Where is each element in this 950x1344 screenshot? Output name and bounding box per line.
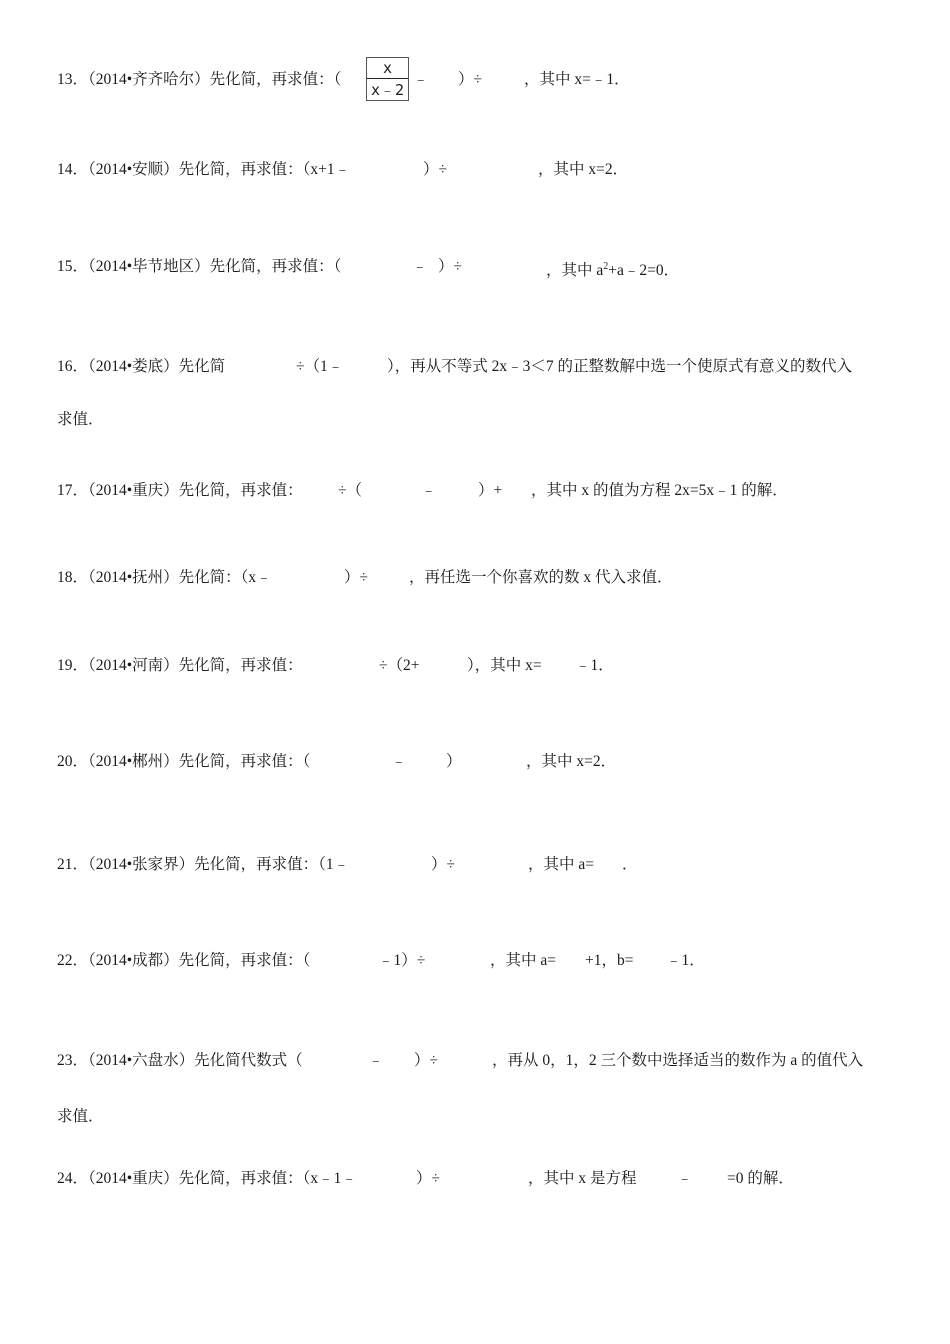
problem-17-lead: 17．（2014•重庆）先化简，再求值： (57, 482, 303, 499)
problem-15-part1: ﹣ (412, 258, 428, 275)
problem-17-part4: ，其中 x 的值为方程 2x=5x﹣1 的解． (531, 482, 788, 499)
problem-15-superscript: 2 (603, 261, 609, 272)
problem-16-part2: ），再从不等式 2x﹣3＜7 的正整数解中选一个使原式有意义的数代入 (387, 358, 853, 375)
problem-15-part4: +a﹣2=0． (608, 262, 680, 280)
problem-23-part3: ，再从 0，1，2 三个数中选择适当的数作为 a 的值代入 (492, 1052, 864, 1069)
problem-23-part2: ）÷ (414, 1052, 439, 1069)
problem-22-part1: ﹣1）÷ (378, 952, 426, 969)
problem-24-part2: ，其中 x 是方程 (528, 1170, 637, 1187)
problem-24-part3: ﹣ (677, 1170, 693, 1187)
problem-24-lead: 24．（2014•重庆）先化简，再求值：（x﹣1﹣ (57, 1170, 357, 1187)
problem-13-part2: ）÷ (458, 71, 483, 88)
problem-17-part2: ﹣ (421, 482, 437, 499)
problem-15-part3-text: ，其中 a (546, 262, 604, 280)
fraction-numerator: x (367, 58, 408, 79)
problem-22-part3: +1，b= (585, 952, 634, 969)
fraction-image (366, 57, 409, 101)
problem-23-part1: ﹣ (368, 1052, 384, 1069)
problem-17-part1: ÷（ (338, 482, 363, 499)
problem-20-part2: ） (446, 753, 462, 770)
problem-22-part2: ，其中 a= (490, 952, 556, 969)
fraction-denominator: x﹣2 (371, 81, 405, 99)
problem-21-part2: ，其中 a= (528, 856, 594, 873)
problem-21-lead: 21．（2014•张家界）先化简，再求值：（1﹣ (57, 856, 350, 873)
problem-20-lead: 20．（2014•郴州）先化简，再求值：（ (57, 753, 311, 770)
problem-20-part3: ，其中 x=2． (526, 753, 617, 770)
problem-24-part1: ）÷ (416, 1170, 441, 1187)
problem-19-part2: ），其中 x= (467, 657, 542, 674)
problem-16-continuation: 求值． (57, 411, 104, 428)
problem-19-part1: ÷（2+ (379, 657, 420, 674)
problem-21-part1: ）÷ (431, 856, 456, 873)
problem-13-part1: ﹣ (413, 71, 429, 88)
problem-15-part3 (546, 257, 679, 281)
problem-13-part3: ，其中 x=﹣1． (524, 71, 630, 88)
problem-13-lead: 13．（2014•齐齐哈尔）先化简，再求值：（ (57, 71, 342, 88)
problem-15-part2: ）÷ (438, 258, 463, 275)
problem-17-part3: ）+ (478, 482, 503, 499)
problem-15-lead: 15．（2014•毕节地区）先化简，再求值：（ (57, 258, 342, 275)
problem-14-lead: 14．（2014•安顺）先化简，再求值：（x+1﹣ (57, 161, 351, 178)
problem-19-part3: ﹣1． (575, 657, 614, 674)
problem-18-part1: ）÷ (344, 569, 369, 586)
problem-19-lead: 19．（2014•河南）先化简，再求值： (57, 657, 303, 674)
problem-24-part4: =0 的解． (727, 1170, 794, 1187)
problem-20-part1: ﹣ (391, 753, 407, 770)
problem-18-lead: 18．（2014•抚州）先化简：（x﹣ (57, 569, 272, 586)
problem-23-continuation: 求值． (57, 1108, 104, 1125)
problem-16-lead: 16．（2014•娄底）先化简 (57, 358, 226, 375)
problem-21-part3: ． (622, 856, 638, 873)
problem-22-lead: 22．（2014•成都）先化简，再求值：（ (57, 952, 311, 969)
problem-16-part1: ÷（1﹣ (296, 358, 344, 375)
problem-14-part2: ，其中 x=2． (538, 161, 629, 178)
problem-18-part2: ，再任选一个你喜欢的数 x 代入求值． (409, 569, 673, 586)
problem-23-lead: 23．（2014•六盘水）先化简代数式（ (57, 1052, 303, 1069)
problem-14-part1: ）÷ (423, 161, 448, 178)
problem-22-part4: ﹣1． (666, 952, 705, 969)
